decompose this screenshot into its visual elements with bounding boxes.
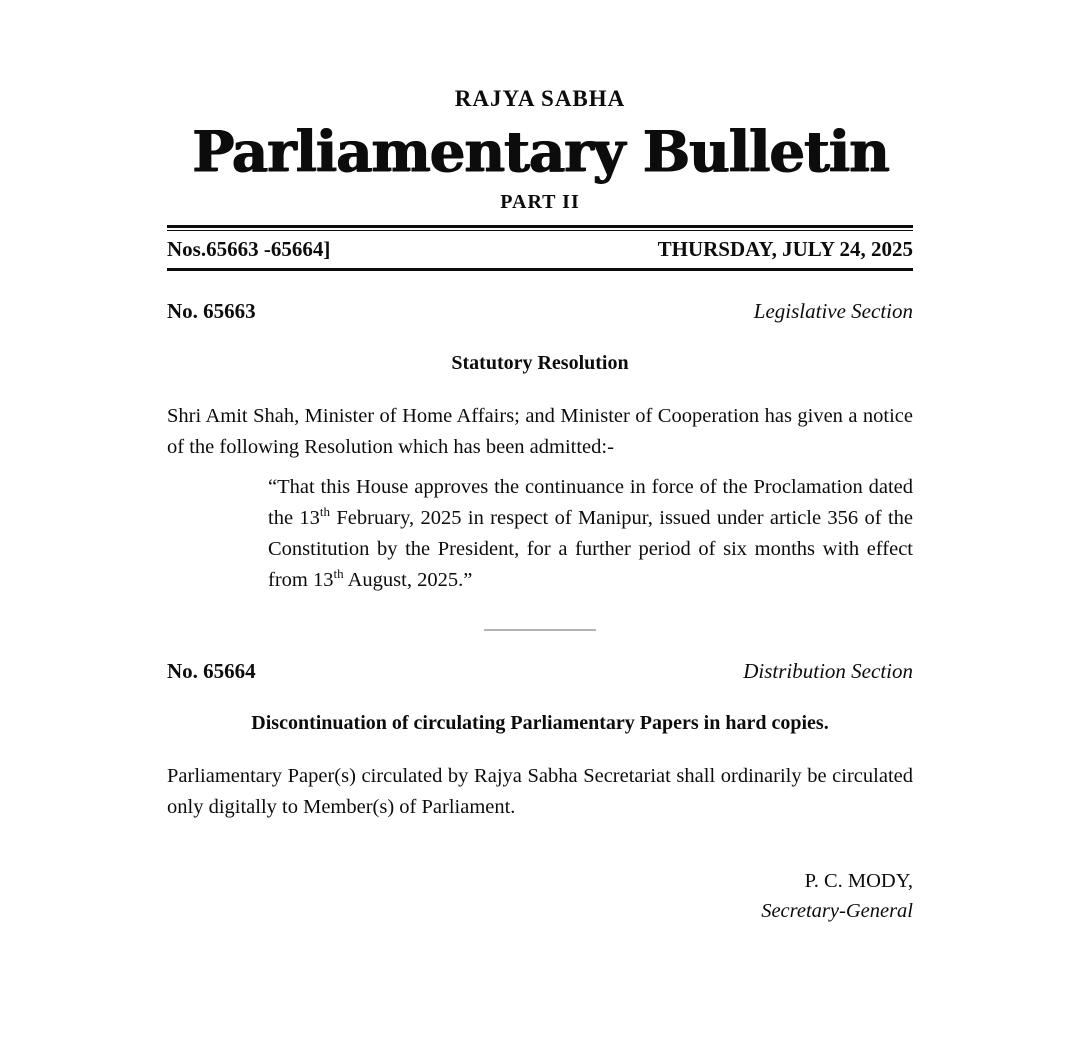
article-heading-statutory-resolution: Statutory Resolution [451, 352, 629, 374]
distribution-paragraph: Parliamentary Paper(s) circulated by Rajya Sabha Secretariat shall ordinarily be circulated only digitally to Member(s) of Parliament. [167, 765, 913, 818]
section-number: No. 65664 [167, 659, 256, 683]
article-heading-discontinuation: Discontinuation of circulating Parliamentary Papers in hard copies. [251, 712, 829, 734]
signatory-title: Secretary-General [761, 900, 913, 922]
quote-text-segment: August, 2025.” [343, 569, 473, 591]
issue-numbers: Nos.65663 -65664] [167, 237, 331, 261]
signatory-name: P. C. MODY, [804, 870, 913, 892]
section-name: Distribution Section [743, 659, 913, 683]
organization-title: RAJYA SABHA [454, 86, 626, 111]
issue-row [167, 231, 913, 268]
section-number: No. 65663 [167, 299, 256, 323]
masthead-bottom-rule [167, 268, 913, 271]
section-divider-rule [484, 629, 596, 631]
quote-text-segment: February, 2025 in respect of Manipur, issued under article 356 of the Constitution by the President, for a further period of six months with effect from 13 [268, 507, 914, 591]
signature-block [167, 866, 913, 926]
ordinal-superscript: th [333, 566, 344, 582]
part-label: PART II [500, 191, 580, 213]
notice-paragraph: Shri Amit Shah, Minister of Home Affairs; and Minister of Cooperation has given a notice of the following Resolution which has been admitted:- [167, 405, 913, 458]
section-65664-header [167, 658, 913, 684]
section-name: Legislative Section [753, 299, 913, 323]
publication-title: Parliamentary Bulletin [191, 119, 889, 185]
quote-text-segment: “That this House approves the continuance in force of the Proclamation dated the 13 [268, 476, 913, 529]
resolution-quote [268, 472, 913, 596]
page-content [0, 86, 1076, 926]
ordinal-superscript: th [319, 504, 331, 520]
issue-date: THURSDAY, JULY 24, 2025 [657, 237, 913, 261]
section-65663-header [167, 298, 913, 324]
